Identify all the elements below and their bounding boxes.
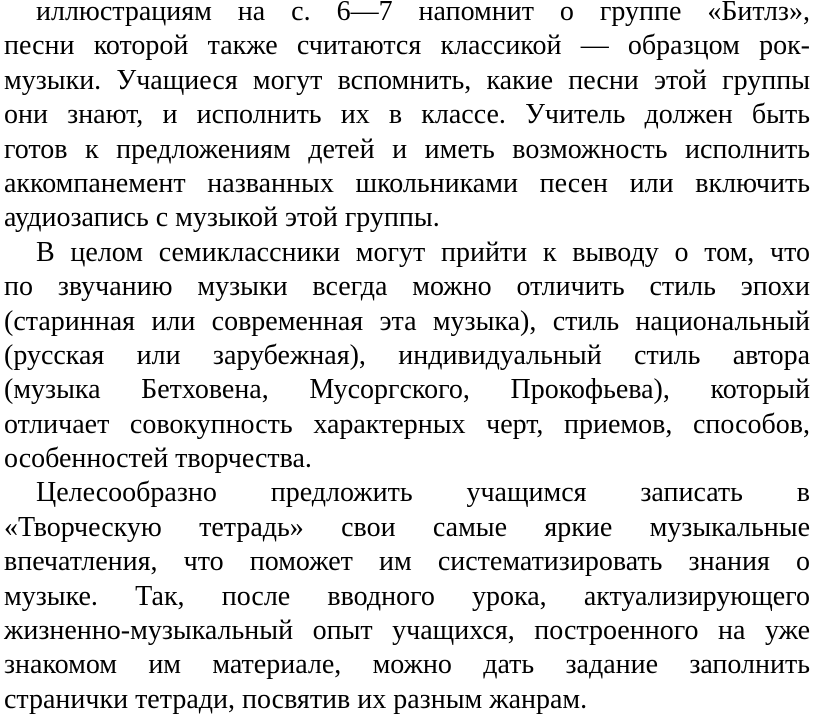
text-line: Целесообразно предложить учащимся записать в (36, 477, 810, 509)
text-line: (музыка Бетховена, Мусоргского, Прокофьева), который (4, 374, 810, 406)
text-line: по звучанию музыки всегда можно отличить стиль эпохи (4, 271, 810, 303)
paragraph-style-conclusion (4, 236, 810, 477)
text-line: аккомпанемент названных школьниками песен или включить (4, 167, 810, 199)
text-line: знакомом им материале, можно дать задание заполнить (4, 649, 810, 681)
text-line: особенностей творчества. (4, 443, 312, 475)
text-line: впечатления, что поможет им систематизировать знания о (4, 546, 810, 578)
text-line: (старинная или современная эта музыка), стиль национальный (4, 305, 810, 337)
text-line: жизненно-музыкальный опыт учащихся, построенного на уже (4, 615, 810, 647)
paragraph-creative-notebook (4, 476, 810, 717)
text-line: песни которой также считаются классикой — образцом рок- (4, 30, 810, 62)
text-line: они знают, и исполнить их в классе. Учитель должен быть (4, 99, 810, 131)
text-line: музыки. Учащиеся могут вспомнить, какие песни этой группы (4, 64, 810, 96)
text-line: музыке. Так, после вводного урока, актуализирующего (4, 580, 810, 612)
text-line: аудиозапись с музыкой этой группы. (4, 202, 440, 234)
text-line: В целом семиклассники могут прийти к выводу о том, что (36, 236, 810, 268)
text-line: иллюстрациям на с. 6—7 напомнит о группе «Битлз», (36, 0, 810, 27)
text-line: (русская или зарубежная), индивидуальный стиль автора (4, 339, 810, 371)
text-line: готов к предложениям детей и иметь возможность исполнить (4, 133, 810, 165)
text-line: отличает совокупность характерных черт, приемов, способов, (4, 408, 810, 440)
text-line: «Творческую тетрадь» свои самые яркие музыкальные (4, 511, 810, 543)
paragraph-beatles (4, 0, 810, 236)
text-line: странички тетради, посвятив их разным жанрам. (4, 683, 588, 715)
